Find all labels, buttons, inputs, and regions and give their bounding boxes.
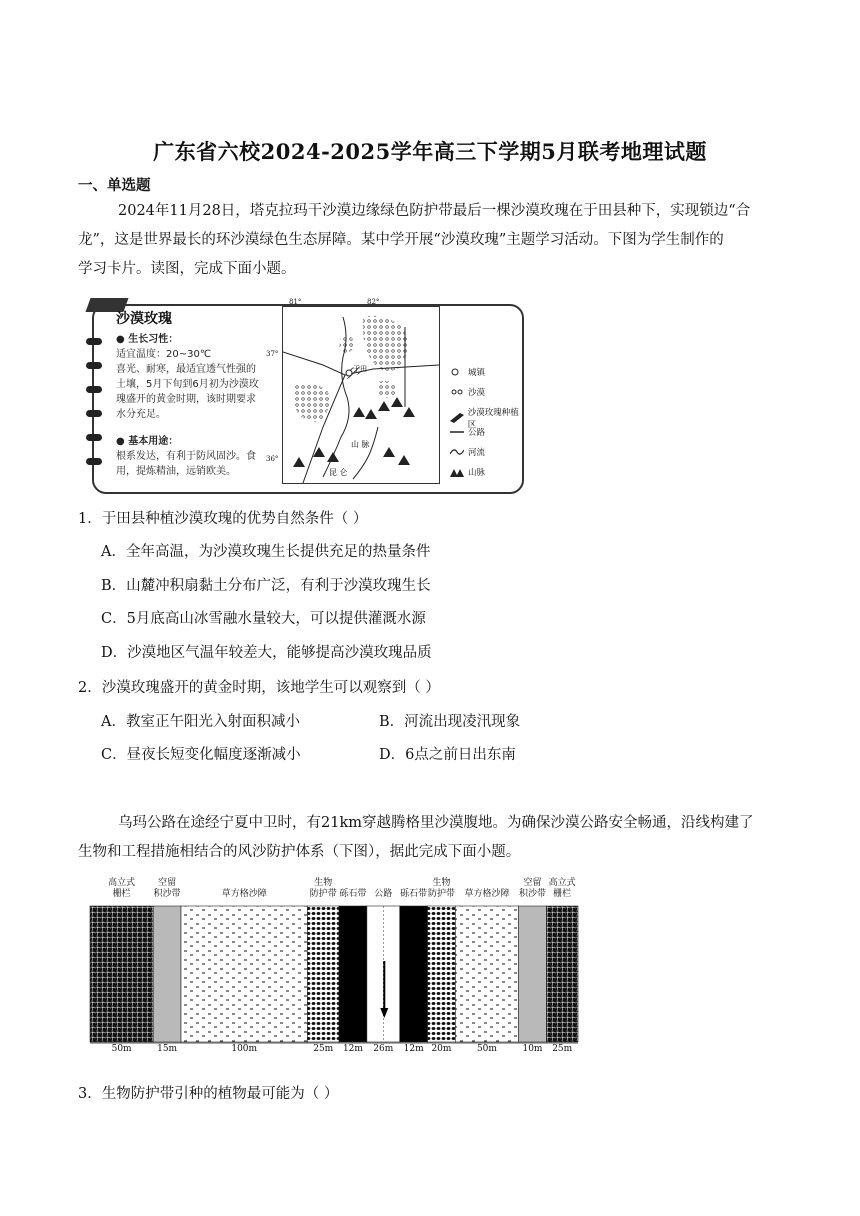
- profile-zone-black: [400, 906, 428, 1042]
- binder-ring: [86, 386, 102, 393]
- mountain-label: 山 脉: [351, 440, 370, 449]
- legend-rose-area: 沙漠玫瑰种植区: [450, 406, 526, 430]
- zone-width-label: 50m: [111, 1044, 132, 1054]
- profile-zone-gray: [519, 906, 547, 1042]
- zone-width-label: 20m: [431, 1044, 452, 1054]
- lat-label: 37°: [266, 350, 279, 358]
- profile-zone-fence: [546, 906, 578, 1042]
- zone-label: 草方格沙障: [221, 889, 267, 899]
- section-heading: 一、单选题: [78, 177, 151, 194]
- desert-region: [378, 381, 398, 398]
- card-title: 沙漠玫瑰: [116, 311, 172, 327]
- profile-zone-dash: [455, 906, 518, 1042]
- profile-zone-fence: [90, 906, 153, 1042]
- map-graphic: [283, 307, 439, 483]
- zone-width-label: 100m: [231, 1044, 258, 1054]
- yutian-map: [282, 306, 440, 484]
- zone-width-label: 15m: [157, 1044, 178, 1054]
- habit-line: 水分充足。: [116, 409, 166, 420]
- lon-label: 81°: [289, 298, 302, 306]
- habit-line: 适宜温度：20~30℃: [116, 349, 212, 360]
- profile-zone-dots: [307, 906, 339, 1042]
- mountain-label-2: 昆 仑: [329, 468, 348, 477]
- zone-width-label: 50m: [476, 1044, 497, 1054]
- profile-zone-dots: [428, 906, 456, 1042]
- desert-region: [339, 335, 355, 353]
- intro1-line-3: 学习卡片。读图，完成下面小题。: [78, 261, 296, 277]
- zone-label: 空留 积沙带: [518, 878, 546, 899]
- lat-label: 36°: [266, 455, 279, 463]
- q2-option-b: B．河流出现凌汛现象: [379, 714, 521, 730]
- zone-label: 高立式 栅栏: [108, 878, 136, 899]
- profile-zone-black: [339, 906, 367, 1042]
- q1-option-c: C．5月底高山冰雪融水量较大，可以提供灌溉水源: [101, 611, 426, 627]
- q2-option-d: D．6点之前日出东南: [379, 747, 516, 763]
- place-label: 于田: [353, 365, 367, 373]
- habit-line: 土壤，5月下旬到6月初为沙漠玫: [116, 379, 259, 390]
- lon-label: 82°: [367, 298, 380, 306]
- q2-option-a: A．教室正午阳光入射面积减小: [101, 714, 300, 730]
- zone-width-label: 12m: [342, 1044, 363, 1054]
- zone-width-label: 12m: [403, 1044, 424, 1054]
- q2-option-c: C．昼夜长短变化幅度逐渐减小: [101, 747, 301, 763]
- zone-label: 生物 防护带: [309, 878, 337, 899]
- study-card: [86, 298, 526, 496]
- zone-label: 生物 防护带: [427, 878, 455, 899]
- profile-zone-gray: [153, 906, 181, 1042]
- page-title: 广东省六校2024-2025学年高三下学期5月联考地理试题: [153, 139, 707, 164]
- zone-label: 砾石带: [339, 889, 367, 899]
- legend-road: 公路: [468, 428, 486, 438]
- zone-label: 草方格沙障: [464, 889, 510, 899]
- intro1-line-1: 2024年11月28日，塔克拉玛干沙漠边缘绿色防护带最后一棵沙漠玫瑰在于田县种下，实现锁边“合: [118, 203, 751, 219]
- question-2-stem: 2．沙漠玫瑰盛开的黄金时期，该地学生可以观察到（ ）: [78, 680, 440, 696]
- habit-heading: ● 生长习性：: [116, 334, 179, 345]
- intro-passage-1: [78, 197, 784, 284]
- intro1-line-2: 龙”，这是世界最长的环沙漠绿色生态屏障。某中学开展“沙漠玫瑰”主题学习活动。下图为学生制作的: [78, 232, 724, 248]
- sand-protection-profile: [86, 876, 582, 1056]
- zone-label: 公路: [374, 889, 393, 899]
- zone-width-label: 26m: [373, 1044, 394, 1054]
- binder-ring: [86, 410, 102, 417]
- intro2-line-2: 生物和工程措施相结合的风沙防护体系（下图），据此完成下面小题。: [78, 844, 521, 860]
- binder-ring: [86, 338, 102, 345]
- river-path: [353, 427, 378, 479]
- desert-region: [363, 316, 408, 371]
- zone-width-label: 25m: [552, 1044, 573, 1054]
- legend-mountain: 山脉: [450, 466, 485, 478]
- town-marker: [346, 370, 352, 376]
- zone-label: 砾石带: [400, 889, 428, 899]
- habit-line: 喜光、耐寒，最适宜透气性强的: [116, 364, 256, 375]
- question-3-stem: 3．生物防护带引种的植物最可能为（ ）: [78, 1086, 339, 1102]
- q1-option-a: A．全年高温，为沙漠玫瑰生长提供充足的热量条件: [101, 544, 431, 560]
- habit-line: 瑰盛开的黄金时期，该时期要求: [116, 394, 256, 405]
- use-line: 用，提炼精油，远销欧美。: [116, 466, 236, 477]
- q1-option-d: D．沙漠地区气温年较差大，能够提高沙漠玫瑰品质: [101, 645, 432, 661]
- zone-label: 高立式 栅栏: [548, 878, 576, 899]
- question-1-stem: 1．于田县种植沙漠玫瑰的优势自然条件（ ）: [78, 511, 368, 527]
- desert-region: [293, 383, 329, 422]
- zone-label: 空留 积沙带: [153, 878, 181, 899]
- zone-width-label: 10m: [522, 1044, 543, 1054]
- legend-desert: 沙漠: [450, 386, 485, 398]
- zone-width-label: 25m: [313, 1044, 334, 1054]
- use-heading: ● 基本用途：: [116, 436, 179, 447]
- intro-passage-2: [78, 809, 784, 867]
- profile-zone-dash: [181, 906, 307, 1042]
- binder-ring: [86, 458, 102, 465]
- legend-town: 城镇: [450, 366, 485, 378]
- card-habit: [116, 332, 279, 422]
- binder-ring: [86, 362, 102, 369]
- q1-option-b: B．山麓冲积扇黏土分布广泛，有利于沙漠玫瑰生长: [101, 578, 431, 594]
- binder-ring: [86, 434, 102, 441]
- use-line: 根系发达，有利于防风固沙。食: [116, 451, 256, 462]
- profile-graphic: [86, 876, 582, 1056]
- intro2-line-1: 乌玛公路在途经宁夏中卫时，有21km穿越腾格里沙漠腹地。为确保沙漠公路安全畅通，沿线构建了: [118, 815, 754, 831]
- legend-river: 河流: [450, 446, 485, 458]
- card-uses: [116, 434, 279, 479]
